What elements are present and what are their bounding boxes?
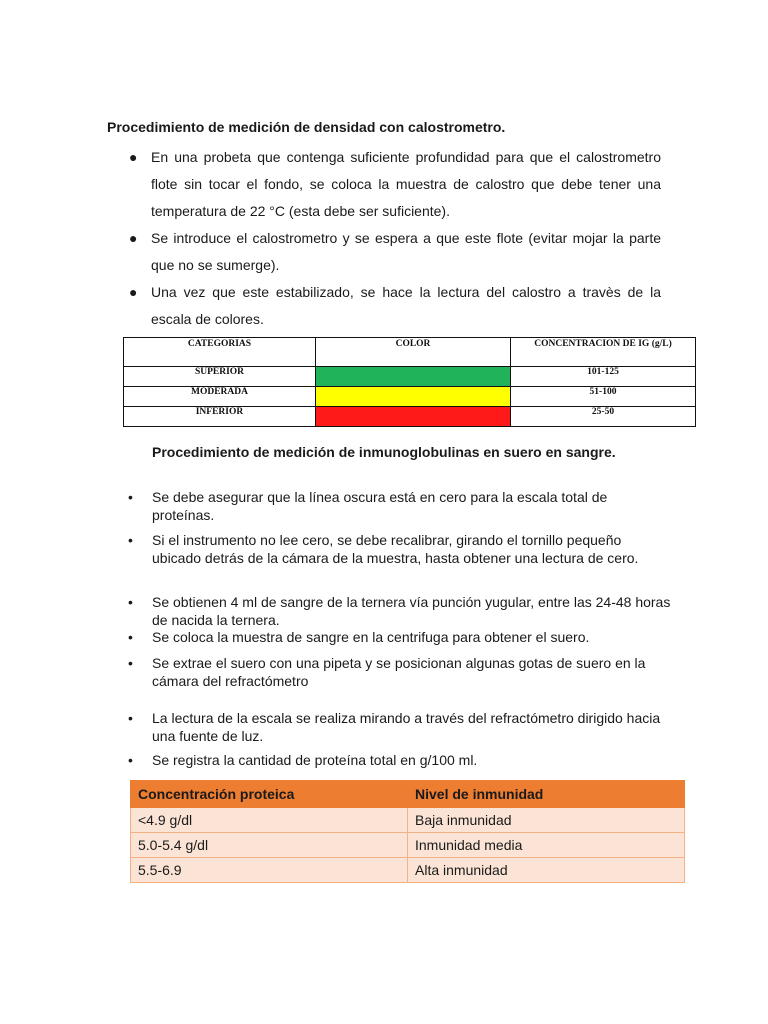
list-item: • La lectura de la escala se realiza mirando a través del refractómetro dirigido hacia una fuente de luz. [128,710,661,744]
color-swatch-cell [316,387,511,407]
concentration-cell: 101-125 [511,367,696,387]
immunity-cell: Alta inmunidad [408,858,685,883]
list-item: • Se extrae el suero con una pipeta y se posicionan algunas gotas de suero en la cámara del refractómetro [128,655,646,689]
header-nivel-inmunidad: Nivel de inmunidad [408,781,685,808]
bullet-icon: • [128,752,133,768]
list-item: • Si el instrumento no lee cero, se debe recalibrar, girando el tornillo pequeño ubicado detrás de la cámara de la muestra, hasta obtener una lectura de cero. [128,532,639,566]
color-swatch [316,367,510,386]
table-row [131,858,685,883]
bullet-icon: ● [129,149,138,165]
bullet-icon: • [128,629,133,645]
category-cell: SUPERIOR [124,367,316,387]
bullet-icon: ● [129,230,138,246]
table-header-row [124,338,696,367]
header-concentracion-proteica: Concentración proteica [131,781,408,808]
list-item: ● Se introduce el calostrometro y se espera a que este flote (evitar mojar la parte que no se sumerge). [0,225,661,279]
table-row [124,387,696,407]
table-row [131,833,685,858]
list-item: • Se coloca la muestra de sangre en la centrifuga para obtener el suero. [128,629,590,645]
color-scale-table [123,337,696,427]
header-color: COLOR [316,338,511,367]
header-concentracion: CONCENTRACION DE IG (g/L) [511,338,696,367]
table-row [124,407,696,427]
color-swatch [316,387,510,406]
color-swatch-cell [316,407,511,427]
bullet-icon: • [128,594,133,610]
header-categorias: CATEGORIAS [124,338,316,367]
concentration-cell: 25-50 [511,407,696,427]
concentration-cell: 51-100 [511,387,696,407]
category-cell: MODERADA [124,387,316,407]
list-item: • Se obtienen 4 ml de sangre de la ternera vía punción yugular, entre las 24-48 horas de nacida la ternera. [128,594,671,628]
immunity-cell: Inmunidad media [408,833,685,858]
color-swatch-cell [316,367,511,387]
list-item: ● Una vez que este estabilizado, se hace la lectura del calostro a travès de la escala de colores. [0,279,661,333]
section1-title: Procedimiento de medición de densidad con calostrometro. [107,119,506,135]
immunity-cell: Baja inmunidad [408,808,685,833]
immunity-table [130,780,685,883]
table-row [131,808,685,833]
section1-list [0,144,768,333]
color-swatch [316,407,510,426]
bullet-icon: • [128,710,133,726]
section2-title: Procedimiento de medición de inmunoglobulinas en suero en sangre. [152,444,616,460]
bullet-icon: • [128,532,133,548]
list-item: • Se debe asegurar que la línea oscura está en cero para la escala total de proteínas. [128,489,608,523]
bullet-icon: • [128,655,133,671]
bullet-icon: • [128,489,133,505]
list-item: ● En una probeta que contenga suficiente profundidad para que el calostrometro flote sin tocar el fondo, se coloca la muestra de calostro que debe tener una temperatura de 22 °C (esta debe ser suficiente). [0,144,661,225]
concentration-cell: <4.9 g/dl [131,808,408,833]
list-item: • Se registra la cantidad de proteína total en g/100 ml. [128,752,478,768]
table-header-row [131,781,685,808]
concentration-cell: 5.5-6.9 [131,858,408,883]
bullet-icon: ● [129,284,138,300]
concentration-cell: 5.0-5.4 g/dl [131,833,408,858]
category-cell: INFERIOR [124,407,316,427]
table-row [124,367,696,387]
